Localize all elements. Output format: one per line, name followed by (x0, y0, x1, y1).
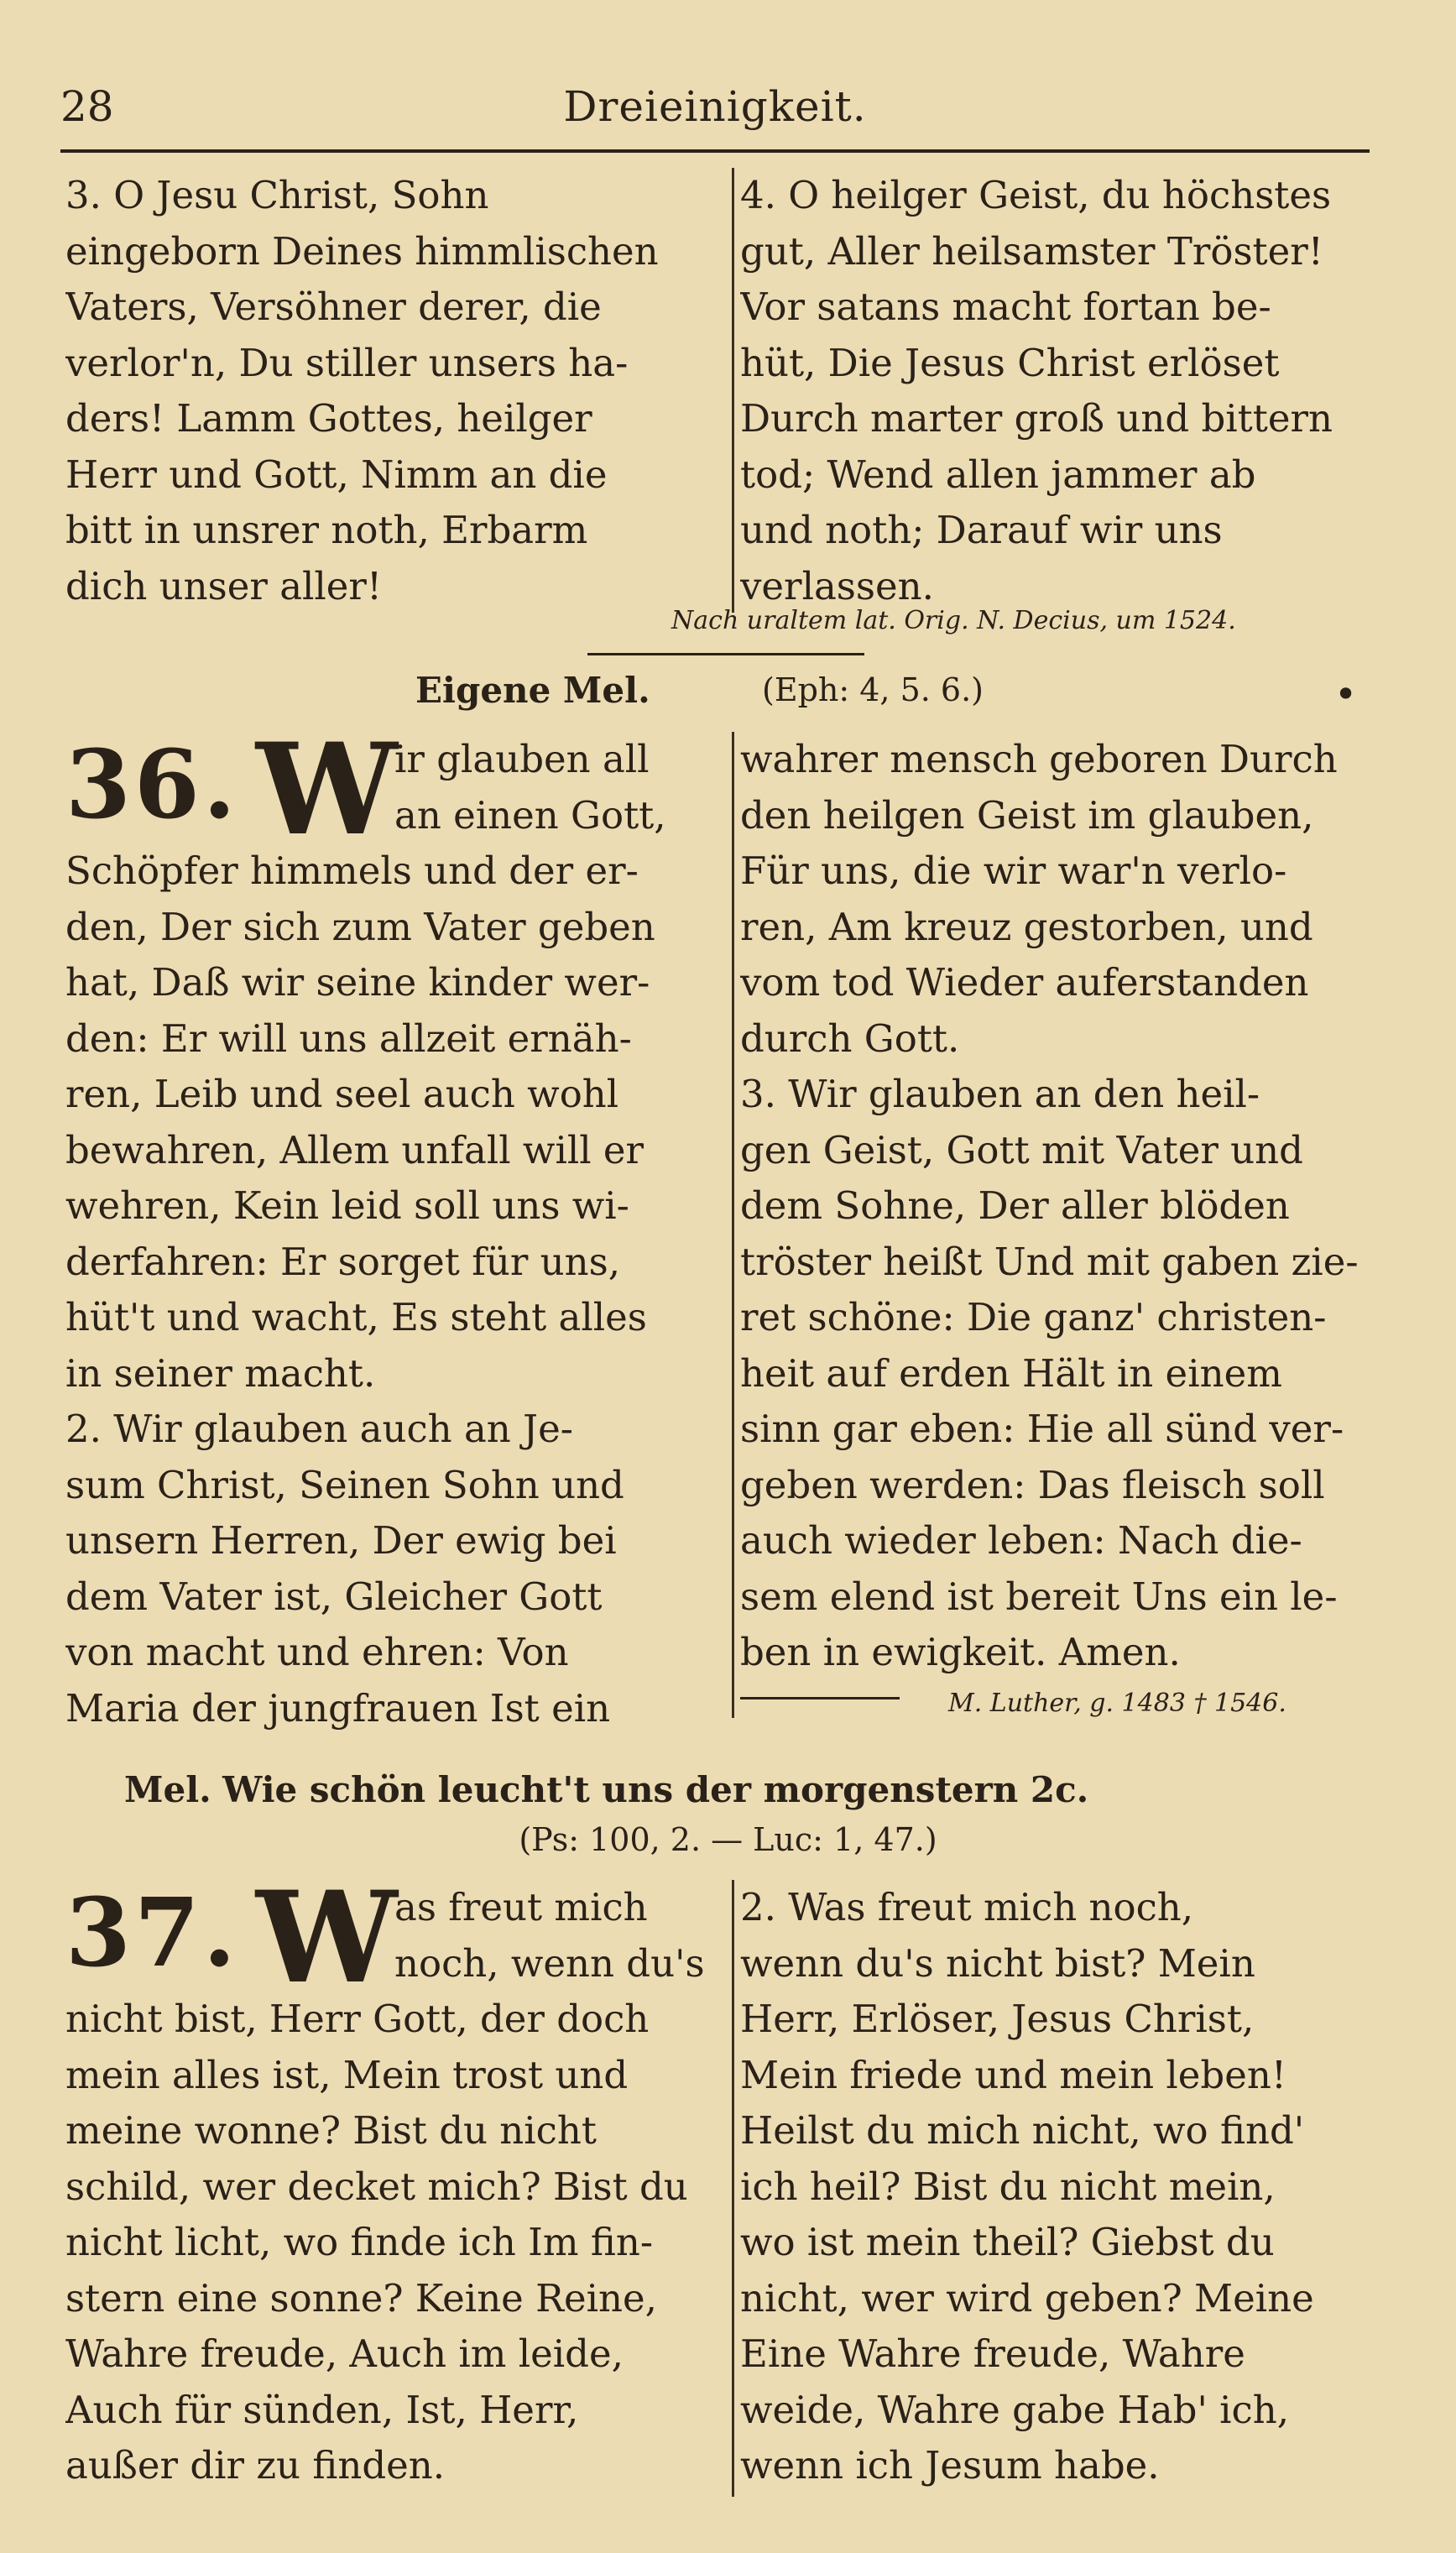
text-line: außer dir zu finden. (65, 2443, 446, 2488)
text-line: as freut mich (394, 1885, 648, 1929)
text-line: nicht, wer wird geben? Meine (740, 2275, 1314, 2321)
text-line: ders! Lamm Gottes, heilger (65, 396, 592, 441)
text-line: wehren, Kein leid soll uns wi- (65, 1183, 629, 1228)
text-line: gen Geist, Gott mit Vater und (740, 1127, 1303, 1172)
text-line: wenn du's nicht bist? Mein (740, 1940, 1255, 1986)
text-line: verlor'n, Du stiller unsers ha- (65, 340, 629, 385)
text-line: Schöpfer himmels und der er- (65, 848, 639, 893)
running-title: Dreieinigkeit. (563, 82, 867, 131)
hymn37-scripture-ref: (Ps: 100, 2. — Luc: 1, 47.) (519, 1821, 937, 1858)
text-line: unsern Herren, Der ewig bei (65, 1518, 617, 1563)
text-line: ret schöne: Die ganz' christen- (740, 1295, 1327, 1339)
text-line: nicht licht, wo finde ich Im fin- (65, 2220, 654, 2264)
text-line: dem Vater ist, Gleicher Gott (65, 1574, 603, 1619)
hymn37-number: 37. (65, 1878, 239, 1988)
hymn37-left-indented (394, 1880, 726, 1992)
text-line: wenn ich Jesum habe. (740, 2443, 1160, 2488)
column-divider (732, 1880, 734, 2497)
text-line: Durch marter groß und bittern (740, 396, 1333, 441)
column-divider (732, 732, 734, 1718)
text-line: schild, wer decket mich? Bist du (65, 2164, 688, 2209)
text-line: 3. O Jesu Christ, Sohn (65, 173, 489, 217)
text-line: Vaters, Versöhner derer, die (65, 285, 602, 329)
hymn35-attribution: Nach uraltem lat. Orig. N. Decius, um 1524. (671, 606, 1236, 635)
text-line: ren, Am kreuz gestorben, und (740, 904, 1313, 949)
text-line: 2. Wir glauben auch an Je- (65, 1407, 573, 1451)
text-line: nicht bist, Herr Gott, der doch (65, 1997, 650, 2041)
section-rule (587, 653, 864, 655)
text-line: und noth; Darauf wir uns (740, 508, 1223, 552)
hymn36-melody-label: Eigene Mel. (415, 670, 650, 711)
text-line: ich heil? Bist du nicht mein, (740, 2164, 1276, 2209)
hymn36-dropcap: W (256, 716, 398, 864)
text-line: Maria der jungfrauen Ist ein (65, 1685, 611, 1731)
text-line: Herr und Gott, Nimm an die (65, 452, 608, 497)
hymn36-attribution: M. Luther, g. 1483 † 1546. (948, 1689, 1286, 1718)
text-line: 2. Was freut mich noch, (740, 1885, 1194, 1929)
text-line: wahrer mensch geboren Durch (740, 737, 1338, 781)
hymn36-left-indented (394, 732, 726, 843)
hymn36-right-column (740, 732, 1403, 1681)
text-line: dich unser aller! (65, 563, 383, 608)
text-line: Auch für sünden, Ist, Herr, (65, 2387, 579, 2432)
text-line: Eine Wahre freude, Wahre (740, 2331, 1245, 2376)
text-line: Heilst du mich nicht, wo find' (740, 2108, 1305, 2153)
hymn36-left-column (65, 843, 728, 1736)
bullet-mark: • (1334, 671, 1358, 717)
text-line: hüt, Die Jesus Christ erlöset (740, 340, 1280, 385)
text-line: den, Der sich zum Vater geben (65, 904, 655, 949)
text-line: hüt't und wacht, Es steht alles (65, 1295, 647, 1339)
text-line: 4. O heilger Geist, du höchstes (740, 173, 1332, 217)
text-line: wo ist mein theil? Giebst du (740, 2220, 1275, 2264)
hymn37-dropcap: W (256, 1864, 398, 2012)
text-line: Für uns, die wir war'n verlo- (740, 848, 1287, 893)
text-line: sem elend ist bereit Uns ein le- (740, 1574, 1338, 1619)
text-line: sum Christ, Seinen Sohn und (65, 1462, 624, 1507)
text-line: Mein friede und mein leben! (740, 2052, 1286, 2097)
hymn35-right-column (740, 168, 1403, 614)
text-line: Wahre freude, Auch im leide, (65, 2331, 624, 2376)
text-line: weide, Wahre gabe Hab' ich, (740, 2387, 1289, 2432)
hymn37-melody-line (124, 1769, 1088, 1810)
text-line: meine wonne? Bist du nicht (65, 2108, 597, 2153)
hymn36-number: 36. (65, 730, 239, 840)
text-line: bewahren, Allem unfall will er (65, 1127, 645, 1172)
text-line: von macht und ehren: Von (65, 1630, 569, 1674)
column-divider (732, 168, 734, 613)
text-line: den: Er will uns allzeit ernäh- (65, 1015, 632, 1061)
text-line: heit auf erden Hält in einem (740, 1350, 1282, 1396)
hymn36-scripture-ref: (Eph: 4, 5. 6.) (762, 671, 984, 708)
text-line: vom tod Wieder auferstanden (740, 960, 1309, 1005)
text-line: mein alles ist, Mein trost und (65, 2052, 629, 2097)
text-line: ben in ewigkeit. Amen. (740, 1630, 1181, 1674)
hymn37-right-column (740, 1880, 1403, 2494)
text-line: in seiner macht. (65, 1350, 376, 1396)
text-line: stern eine sonne? Keine Reine, (65, 2275, 657, 2321)
hymn37-melody-title: Wie schön leucht't uns der morgenstern 2c. (222, 1769, 1089, 1810)
text-line: Herr, Erlöser, Jesus Christ, (740, 1997, 1255, 2041)
page-number: 28 (60, 82, 114, 131)
text-line: derfahren: Er sorget für uns, (65, 1239, 621, 1284)
text-line: gut, Aller heilsamster Tröster! (740, 228, 1323, 274)
text-line: noch, wenn du's (394, 1940, 705, 1986)
text-line: eingeborn Deines himmlischen (65, 228, 659, 274)
text-line: hat, Daß wir seine kinder wer- (65, 960, 650, 1005)
text-line: 3. Wir glauben an den heil- (740, 1072, 1260, 1116)
text-line: ren, Leib und seel auch wohl (65, 1072, 619, 1116)
text-line: den heilgen Geist im glauben, (740, 792, 1314, 838)
text-line: verlassen. (740, 563, 934, 608)
text-line: bitt in unsrer noth, Erbarm (65, 508, 588, 552)
text-line: sinn gar eben: Hie all sünd ver- (740, 1407, 1344, 1451)
text-line: dem Sohne, Der aller blöden (740, 1183, 1290, 1228)
hymn35-left-column (65, 168, 728, 614)
text-line: durch Gott. (740, 1015, 960, 1061)
text-line: auch wieder leben: Nach die- (740, 1518, 1302, 1563)
text-line: geben werden: Das fleisch soll (740, 1462, 1325, 1507)
text-line: ir glauben all (394, 737, 650, 781)
hymn37-left-column (65, 1992, 728, 2494)
page-header (60, 82, 1370, 141)
hymn37-melody-label: Mel. (124, 1769, 211, 1810)
text-line: an einen Gott, (394, 792, 666, 838)
text-line: tod; Wend allen jammer ab (740, 452, 1256, 497)
verse-end-rule (740, 1697, 900, 1699)
text-line: Vor satans macht fortan be- (740, 285, 1271, 329)
text-line: tröster heißt Und mit gaben zie- (740, 1239, 1359, 1284)
header-rule (60, 149, 1370, 153)
